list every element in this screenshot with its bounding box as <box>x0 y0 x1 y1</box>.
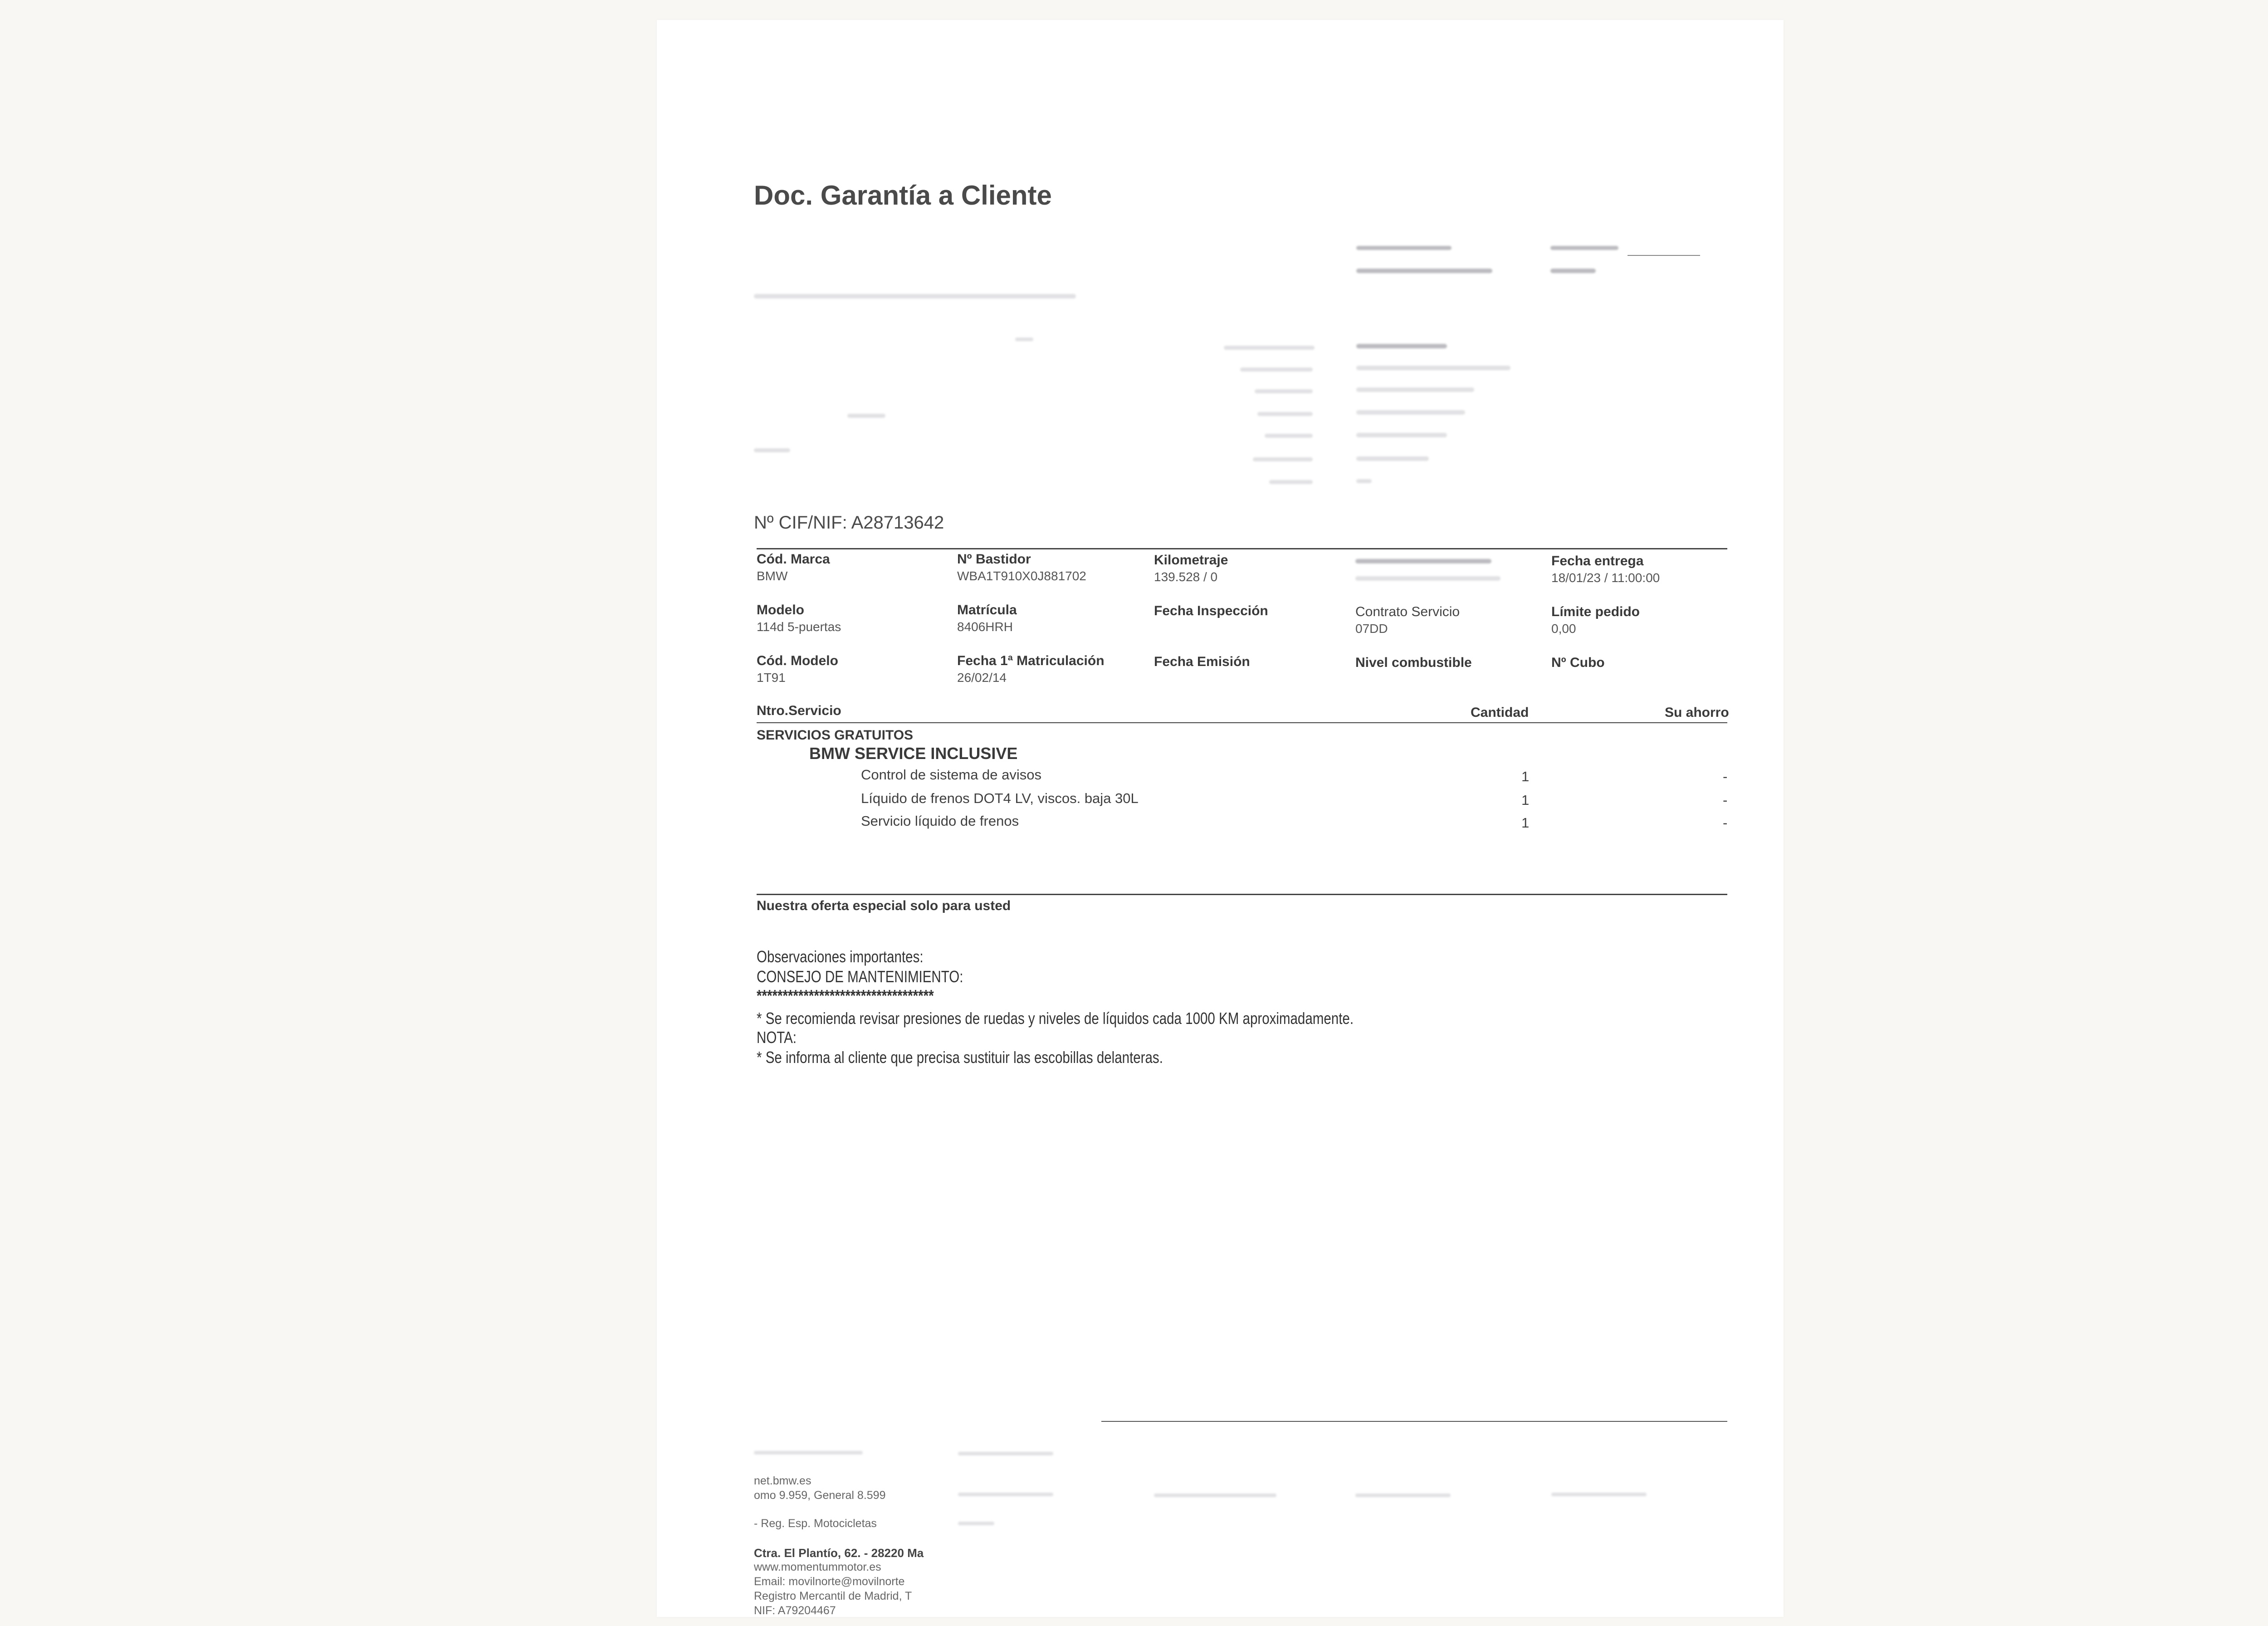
cod-marca-label: Cód. Marca <box>757 552 830 567</box>
document-page <box>657 20 1784 1617</box>
contrato-label: Contrato Servicio <box>1355 604 1460 619</box>
kilometraje-value: 139.528 / 0 <box>1154 570 1218 584</box>
fecha-inspeccion-label: Fecha Inspección <box>1154 603 1268 618</box>
matricula-label: Matrícula <box>957 602 1017 617</box>
footer-nif: NIF: A79204467 <box>754 1604 836 1617</box>
service-item-name: Servicio líquido de frenos <box>861 813 1019 829</box>
bastidor-value: WBA1T910X0J881702 <box>957 569 1086 583</box>
service-group: SERVICIOS GRATUITOS <box>757 728 914 743</box>
service-package: BMW SERVICE INCLUSIVE <box>809 744 1018 763</box>
service-item-saving: - <box>1723 815 1728 831</box>
note-heading: NOTA: <box>757 1028 797 1047</box>
redacted-field-value <box>1355 576 1501 581</box>
service-item-saving: - <box>1723 792 1728 808</box>
cod-modelo-value: 1T91 <box>757 671 786 685</box>
cod-marca-value: BMW <box>757 569 788 583</box>
observation-line: * Se recomienda revisar presiones de ruedas y niveles de líquidos cada 1000 KM aproximadamente. <box>757 1009 1354 1028</box>
service-item-qty: 1 <box>1521 792 1530 808</box>
fecha-matriculacion-value: 26/02/14 <box>957 671 1007 685</box>
service-item-qty: 1 <box>1521 815 1530 831</box>
col-header-service: Ntro.Servicio <box>757 703 841 718</box>
footer-tomo: omo 9.959, General 8.599 <box>754 1489 886 1502</box>
fecha-entrega-value: 18/01/23 / 11:00:00 <box>1551 571 1660 585</box>
service-item-qty: 1 <box>1521 769 1530 784</box>
limite-value: 0,00 <box>1551 622 1576 636</box>
modelo-value: 114d 5-puertas <box>757 620 841 634</box>
cif-nif: Nº CIF/NIF: A28713642 <box>754 513 944 533</box>
service-item-saving: - <box>1723 769 1728 784</box>
fecha-matriculacion-label: Fecha 1ª Matriculación <box>957 653 1105 668</box>
divider <box>757 722 1727 723</box>
cubo-label: Nº Cubo <box>1551 655 1605 670</box>
fecha-emision-label: Fecha Emisión <box>1154 654 1250 669</box>
matricula-value: 8406HRH <box>957 620 1013 634</box>
footer-web: net.bmw.es <box>754 1474 811 1487</box>
maintenance-advice-heading: CONSEJO DE MANTENIMIENTO: <box>757 967 963 986</box>
col-header-qty: Cantidad <box>1471 705 1529 720</box>
document-title: Doc. Garantía a Cliente <box>754 180 1052 211</box>
service-item-name: Líquido de frenos DOT4 LV, viscos. baja 30L <box>861 790 1139 806</box>
footer-registro-motocicletas: - Reg. Esp. Motocicletas <box>754 1517 877 1530</box>
kilometraje-label: Kilometraje <box>1154 553 1228 568</box>
col-header-saving: Su ahorro <box>1665 705 1729 720</box>
service-item-name: Control de sistema de avisos <box>861 767 1042 783</box>
footer-divider <box>1101 1421 1727 1422</box>
observations-heading: Observaciones importantes: <box>757 947 924 966</box>
stars-separator: ********************************** <box>757 986 934 1005</box>
modelo-label: Modelo <box>757 602 804 617</box>
footer-website: www.momentummotor.es <box>754 1561 881 1573</box>
limite-label: Límite pedido <box>1551 604 1640 619</box>
observation-line: * Se informa al cliente que precisa sustituir las escobillas delanteras. <box>757 1048 1163 1067</box>
redacted-field-label <box>1355 559 1491 563</box>
fecha-entrega-label: Fecha entrega <box>1551 553 1644 568</box>
cod-modelo-label: Cód. Modelo <box>757 653 838 668</box>
contrato-value: 07DD <box>1355 622 1388 636</box>
combustible-label: Nivel combustible <box>1355 655 1472 670</box>
bastidor-label: Nº Bastidor <box>957 552 1031 567</box>
divider <box>757 894 1727 895</box>
footer-registro-mercantil: Registro Mercantil de Madrid, T <box>754 1590 912 1602</box>
footer-address: Ctra. El Plantío, 62. - 28220 Ma <box>754 1546 924 1560</box>
footer-email: Email: movilnorte@movilnorte <box>754 1575 905 1588</box>
special-offer-heading: Nuestra oferta especial solo para usted <box>757 898 1011 913</box>
divider <box>757 548 1727 549</box>
